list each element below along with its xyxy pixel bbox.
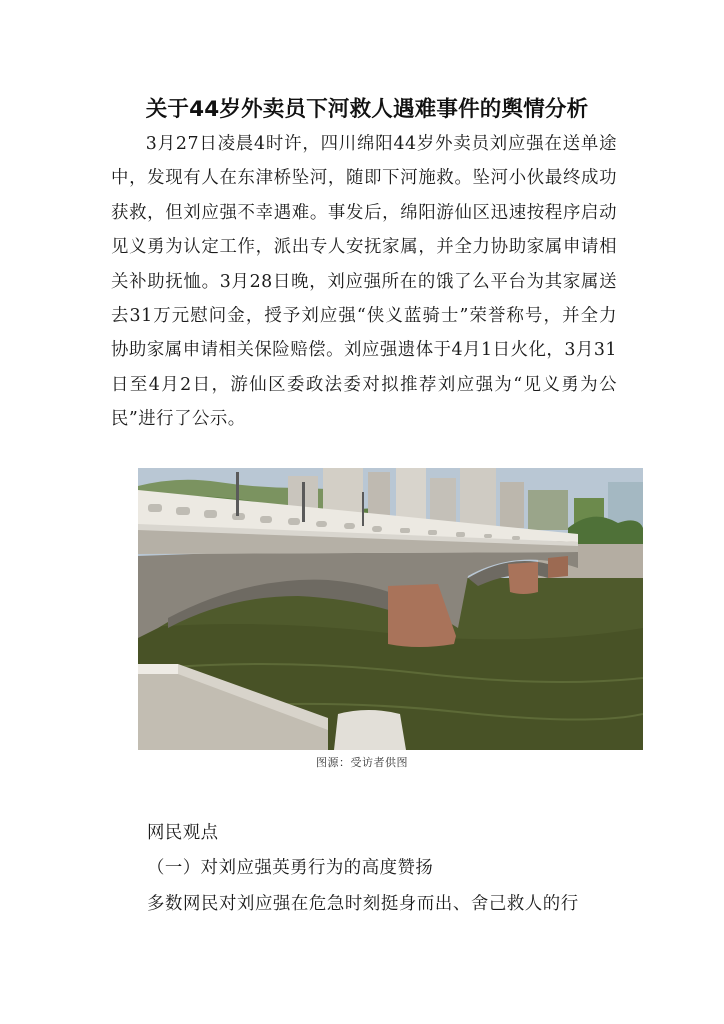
article-title: 关于44岁外卖员下河救人遇难事件的舆情分析 (145, 97, 589, 122)
image-caption: 图源：受访者供图 (316, 756, 408, 769)
paragraph-event-summary: 3月27日凌晨4时许，四川绵阳44岁外卖员刘应强在送单途中，发现有人在东津桥坠河，随即下河施救。坠河小伙最终成功获救，但刘应强不幸遇难。事发后，绵阳游仙区迅速按程序启动见义勇为认定工作，派出专人安抚家属，并全力协助家属申请相关补助抚恤。3月28日晚，刘应强所在的饿了么平台为其家属送去31万元慰问金，授予刘应强“侠义蓝骑士”荣誉称号，并全力协助家属申请相关保险赔偿。刘应强遗体于4月1日火化，3月31日至4月2日，游仙区委政法委对拟推荐刘应强为“见义勇为公民”进行了公示。 (111, 134, 617, 430)
section-heading: 网民观点 (147, 823, 219, 843)
bridge-photo (138, 468, 643, 750)
paragraph-netizen-praise: 多数网民对刘应强在危急时刻挺身而出、舍己救人的行 (147, 894, 579, 914)
subsection-heading: （一）对刘应强英勇行为的高度赞扬 (147, 858, 434, 878)
